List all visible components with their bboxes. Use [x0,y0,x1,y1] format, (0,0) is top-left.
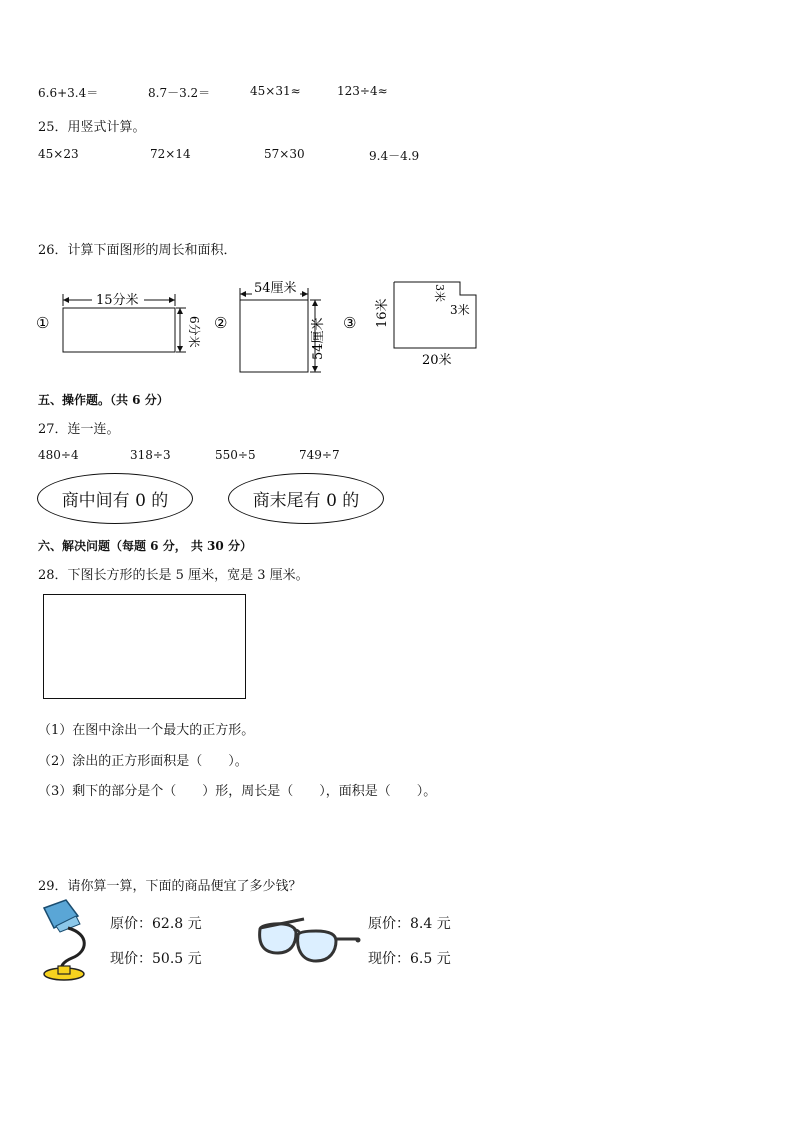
q25-title: 25．用竖式计算。 [38,120,146,135]
fig3-number: ③ [343,314,357,332]
fig3-width-label: 20米 [422,353,452,368]
section6-title: 六、解决问题（每题 6 分， 共 30 分） [38,539,252,553]
top-expr-3: 45×31≈ [250,84,301,98]
q26-figures [30,270,500,380]
fig3-notch-h-label: 3米 [433,284,446,302]
q27-item-1: 480÷4 [38,448,79,462]
glasses-icon [256,915,362,969]
q25-item-3: 57×30 [264,147,305,161]
desk-lamp-icon [38,898,94,982]
top-expr-4: 123÷4≈ [337,84,388,98]
q28-rectangle [43,594,246,699]
q28-sub-3: （3）剩下的部分是个（ ）形，周长是（ ），面积是（ ）。 [38,784,437,799]
q27-item-4: 749÷7 [299,448,340,462]
fig2-width-label: 54厘米 [254,281,297,296]
fig2-number: ② [214,314,228,332]
q26-figure-svg [30,270,500,380]
q27-item-3: 550÷5 [215,448,256,462]
q28-title: 28．下图长方形的长是 5 厘米，宽是 3 厘米。 [38,568,309,583]
q28-sub-2: （2）涂出的正方形面积是（ ）。 [38,754,248,769]
fig2-rect [240,300,308,372]
fig1-height-label: 6分米 [187,316,201,348]
q25-item-1: 45×23 [38,147,79,161]
q25-item-4: 9.4－4.9 [369,149,420,163]
fig3-notch-w-label: 3米 [450,303,470,317]
section5-title: 五、操作题。（共 6 分） [38,393,169,407]
q27-title: 27．连一连。 [38,422,120,437]
q29-item1-current: 现价：50.5 元 [110,951,202,967]
q25-item-2: 72×14 [150,147,191,161]
q27-item-2: 318÷3 [130,448,171,462]
q27-oval-1 [37,473,193,524]
top-expr-2: 8.7－3.2＝ [148,86,211,100]
fig1-width-label: 15分米 [96,293,139,308]
fig2-height-label: 54厘米 [311,317,326,360]
top-expr-1: 6.6+3.4＝ [38,86,99,100]
q29-item1-original: 原价：62.8 元 [110,916,202,932]
q29-item2-current: 现价：6.5 元 [368,951,451,967]
q26-title: 26．计算下面图形的周长和面积． [38,243,237,258]
q29-item2-original: 原价：8.4 元 [368,916,451,932]
q27-oval-1-label: 商中间有 0 的 [61,491,169,511]
fig1-number: ① [36,314,50,332]
q27-oval-2 [228,473,384,524]
q28-sub-1: （1）在图中涂出一个最大的正方形。 [38,723,255,738]
q29-title: 29．请你算一算，下面的商品便宜了多少钱？ [38,879,302,894]
q27-oval-2-label: 商末尾有 0 的 [252,491,360,511]
fig1-rect [63,308,175,352]
fig3-height-label: 16米 [375,298,390,328]
